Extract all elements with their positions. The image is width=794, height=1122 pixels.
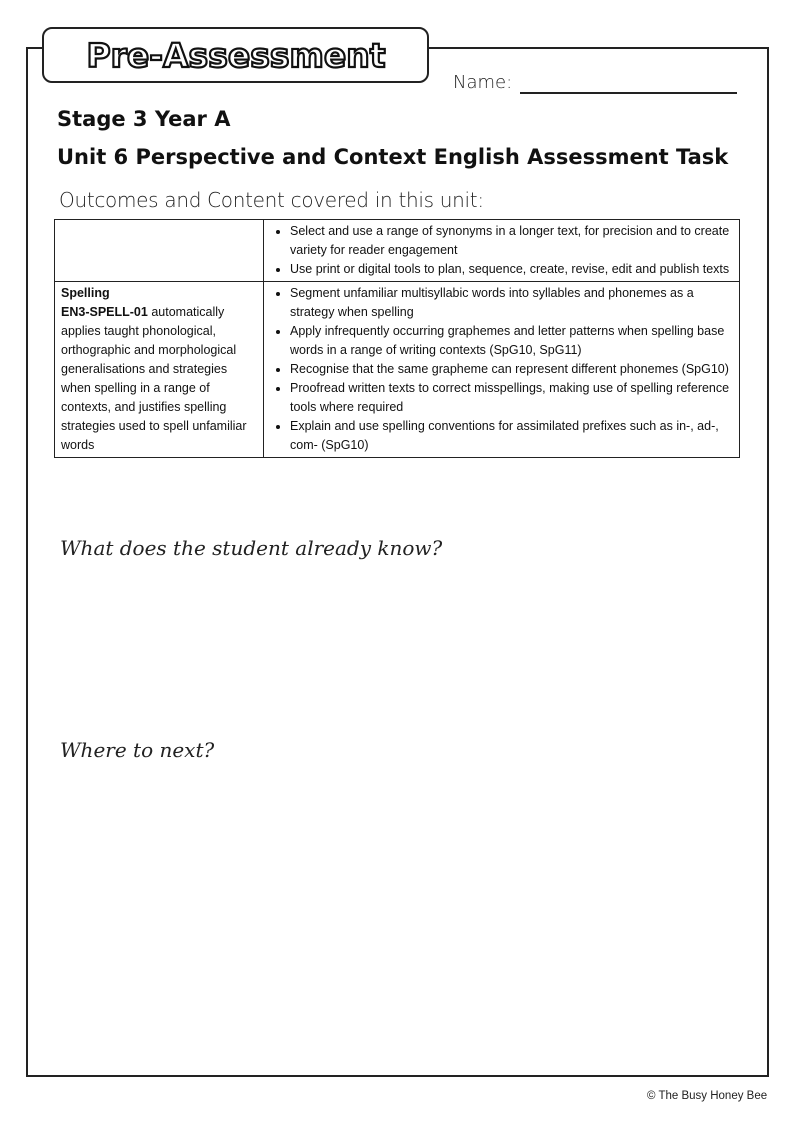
- outcomes-table: [54, 219, 740, 458]
- stage-heading: Stage 3 Year A: [57, 107, 231, 131]
- outcome-description: automatically applies taught phonological, orthographic and morphological generalisations and strategies when spelling in a range of contexts, and justifies spelling strategies used to spell unfamiliar words: [61, 305, 247, 452]
- table-row: [55, 282, 740, 458]
- title-banner: [42, 27, 429, 83]
- outcome-label: Spelling: [61, 286, 110, 300]
- content-list: [270, 284, 733, 455]
- content-cell: [264, 282, 740, 458]
- title-graphic: [44, 29, 427, 81]
- list-item: • Segment unfamiliar multisyllabic words into syllables and phonemes as a strategy when spelling: [290, 284, 733, 322]
- outcome-cell: [55, 220, 264, 282]
- content-list: [270, 222, 733, 279]
- outcomes-heading: Outcomes and Content covered in this unit:: [59, 188, 484, 212]
- copyright-notice: © The Busy Honey Bee: [647, 1090, 768, 1102]
- page-title: Pre-Assessment: [86, 36, 386, 75]
- content-cell: [264, 220, 740, 282]
- list-item: • Apply infrequently occurring graphemes and letter patterns when spelling base words in a range of writing contexts (SpG10, SpG11): [290, 322, 733, 360]
- outcome-cell: [55, 282, 264, 458]
- table-row: [55, 220, 740, 282]
- outcome-text: [61, 303, 257, 455]
- list-item: • Proofread written texts to correct misspellings, making use of spelling reference tools where required: [290, 379, 733, 417]
- name-label: Name:: [453, 72, 513, 93]
- outcome-code: EN3-SPELL-01: [61, 305, 148, 319]
- list-item: • Select and use a range of synonyms in a longer text, for precision and to create variety for reader engagement: [290, 222, 733, 260]
- question-prior-knowledge: What does the student already know?: [60, 536, 443, 560]
- unit-heading: Unit 6 Perspective and Context English Assessment Task: [57, 145, 729, 169]
- list-item: • Explain and use spelling conventions for assimilated prefixes such as in-, ad-, com- (SpG10): [290, 417, 733, 455]
- list-item: • Use print or digital tools to plan, sequence, create, revise, edit and publish texts: [290, 260, 733, 279]
- list-item: • Recognise that the same grapheme can represent different phonemes (SpG10): [290, 360, 733, 379]
- question-next-steps: Where to next?: [60, 738, 215, 762]
- name-field-line[interactable]: [520, 92, 737, 94]
